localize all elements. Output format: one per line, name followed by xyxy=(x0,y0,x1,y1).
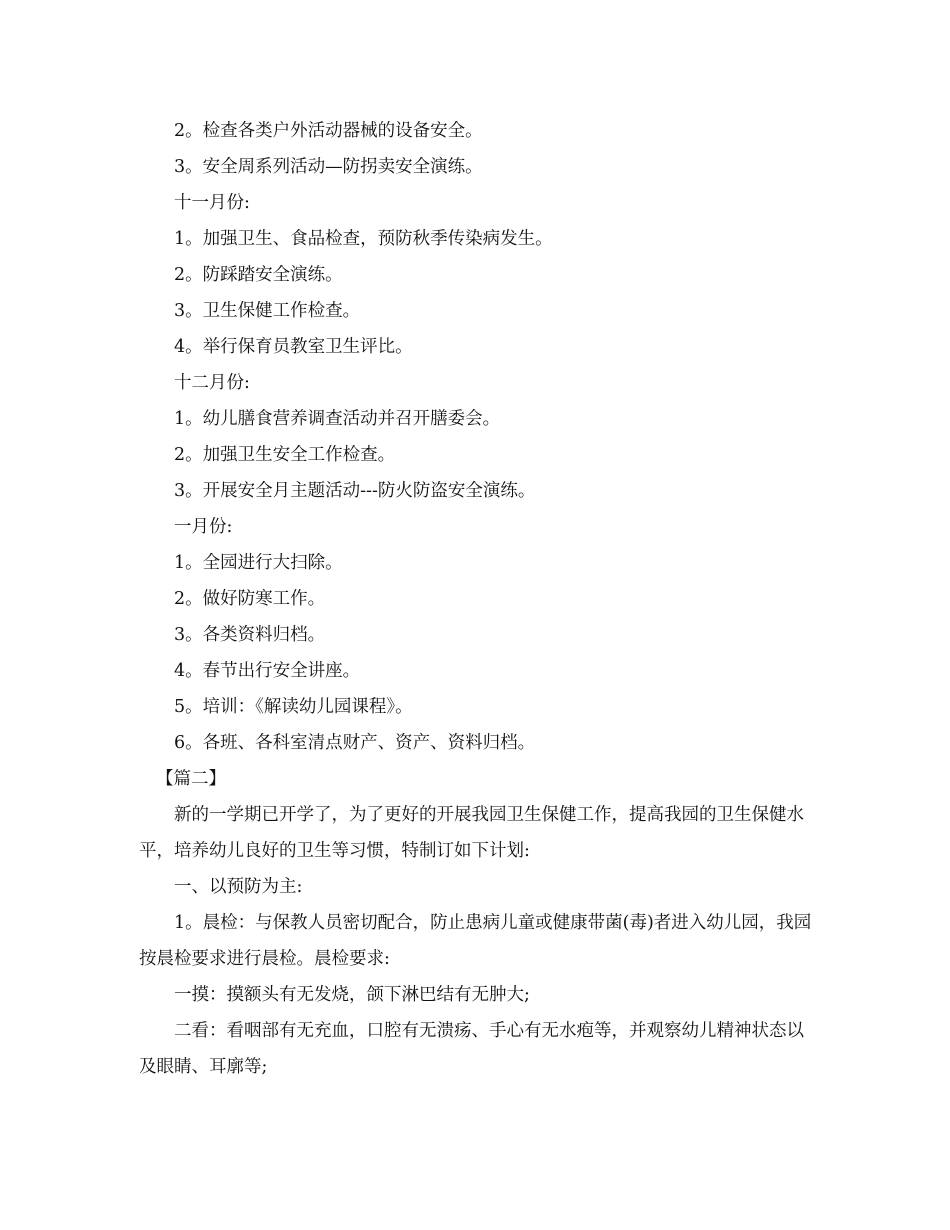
section-heading: 一、以预防为主: xyxy=(174,877,303,897)
paragraph: 3。各类资料归档。 xyxy=(174,625,326,645)
paragraph: 3。安全周系列活动—防拐卖安全演练。 xyxy=(174,157,483,177)
section-heading: 一月份: xyxy=(174,517,233,537)
paragraph: 2。防踩踏安全演练。 xyxy=(174,265,343,285)
section-heading: 十二月份: xyxy=(174,373,250,393)
paragraph: 3。卫生保健工作检查。 xyxy=(174,301,361,321)
paragraph: 一摸：摸额头有无发烧，颌下淋巴结有无肿大; xyxy=(174,985,530,1005)
paragraph: 1。晨检：与保教人员密切配合，防止患病儿童或健康带菌(毒)者进入幼儿园，我园按晨检要求进行晨检。晨检要求: xyxy=(139,913,812,969)
section-heading: 十一月份: xyxy=(174,193,250,213)
paragraph: 2。做好防寒工作。 xyxy=(174,589,326,609)
paragraph: 二看：看咽部有无充血，口腔有无溃疡、手心有无水疱等，并观察幼儿精神状态以及眼睛、耳廓等; xyxy=(139,1021,804,1077)
paragraph: 6。各班、各科室清点财产、资产、资料归档。 xyxy=(174,733,536,753)
paragraph: 1。幼儿膳食营养调查活动并召开膳委会。 xyxy=(174,409,501,429)
paragraph: 新的一学期已开学了，为了更好的开展我园卫生保健工作，提高我园的卫生保健水平，培养幼儿良好的卫生等习惯，特制订如下计划: xyxy=(139,805,804,861)
document-body xyxy=(139,113,815,1085)
paragraph: 3。开展安全月主题活动---防火防盗安全演练。 xyxy=(174,481,536,501)
paragraph: 5。培训：《解读幼儿园课程》。 xyxy=(174,697,413,717)
part-heading: 【篇二】 xyxy=(156,769,226,789)
paragraph: 4。举行保育员教室卫生评比。 xyxy=(174,337,413,357)
paragraph: 1。全园进行大扫除。 xyxy=(174,553,343,573)
paragraph: 4。春节出行安全讲座。 xyxy=(174,661,361,681)
paragraph: 1。加强卫生、食品检查，预防秋季传染病发生。 xyxy=(174,229,553,249)
paragraph: 2。检查各类户外活动器械的设备安全。 xyxy=(174,121,483,141)
paragraph: 2。加强卫生安全工作检查。 xyxy=(174,445,396,465)
